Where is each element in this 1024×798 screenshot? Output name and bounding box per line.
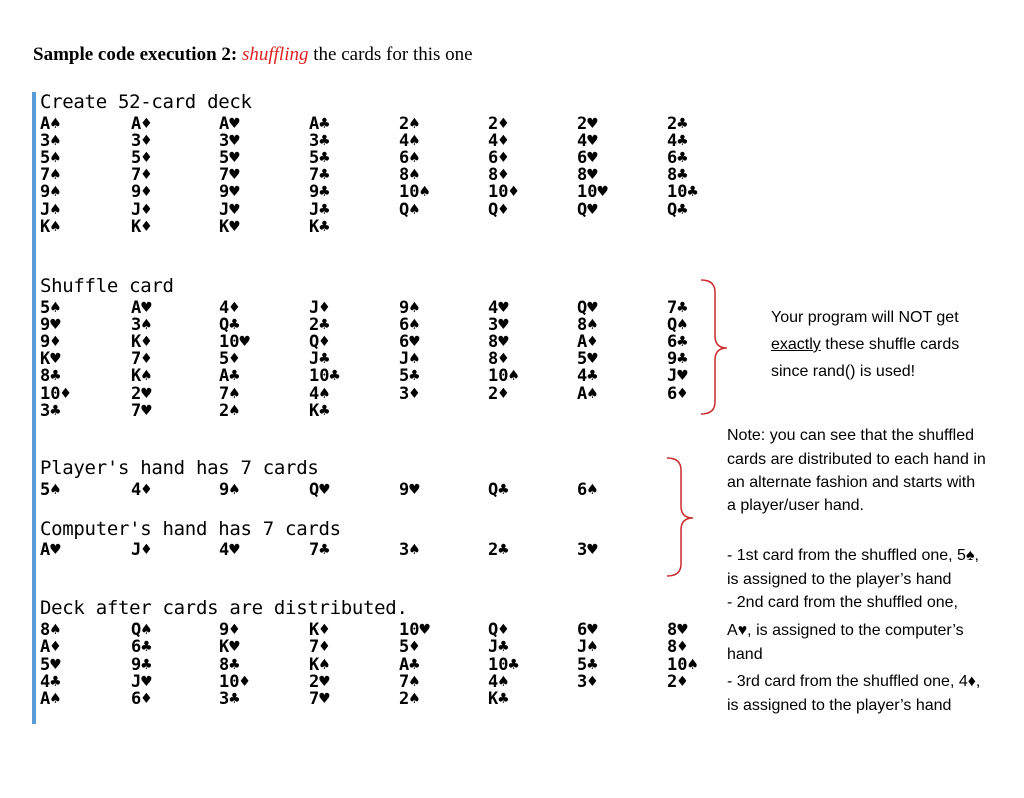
card-cell: 9♣ (667, 349, 688, 370)
card-cell: 4♠ (399, 131, 420, 152)
card-cell: 7♣ (309, 540, 330, 560)
card-cell: 2♥ (309, 671, 330, 692)
card-cell: 10♠ (399, 182, 430, 203)
card-cell: Q♥ (577, 298, 598, 318)
card-cell: 9♥ (219, 182, 240, 203)
card-cell: J♣ (309, 199, 330, 220)
section-title: Player's hand has 7 cards (40, 457, 319, 479)
distribution-note-line: a player/user hand. (727, 497, 864, 514)
card-cell: 8♣ (40, 366, 61, 387)
card-cell: 9♦ (219, 620, 240, 640)
card-cell: Q♦ (488, 199, 509, 220)
card-cell: J♥ (131, 671, 152, 692)
card-cell: 7♦ (131, 349, 152, 370)
card-cell: 8♣ (219, 654, 240, 675)
card-cell: 9♠ (40, 182, 61, 203)
card-cell: 9♦ (40, 332, 61, 353)
card-cell: A♥ (40, 540, 61, 560)
card-cell: A♦ (577, 332, 598, 353)
card-cell: 10♦ (488, 182, 519, 203)
card-cell: A♦ (40, 637, 61, 658)
card-cell: 10♣ (667, 182, 698, 203)
card-cell: 4♥ (219, 540, 240, 560)
card-cell: 9♣ (309, 182, 330, 203)
heading-label: Sample code execution 2: (33, 44, 238, 65)
card-cell: 9♦ (131, 182, 152, 203)
card-cell: 2♣ (488, 540, 509, 560)
card-cell: Q♦ (488, 620, 509, 640)
card-cell: 3♠ (131, 315, 152, 336)
shuffle-note-line1: Your program will NOT get (771, 309, 959, 326)
console-output (32, 92, 716, 724)
card-cell: 9♠ (219, 480, 240, 500)
card-cell: J♥ (219, 199, 240, 220)
card-cell: K♦ (131, 216, 152, 237)
card-cell: K♣ (309, 216, 330, 237)
card-cell: 8♦ (488, 349, 509, 370)
card-cell: 8♥ (667, 620, 688, 640)
card-cell: J♦ (309, 298, 330, 318)
card-cell: 8♦ (488, 165, 509, 186)
card-cell: 5♣ (309, 148, 330, 169)
card-cell: 3♠ (399, 540, 420, 560)
card-cell: 4♥ (488, 298, 509, 318)
card-cell: 9♥ (40, 315, 61, 336)
card-cell: K♠ (131, 366, 152, 387)
card-cell: 4♣ (667, 131, 688, 152)
card-cell: J♣ (309, 349, 330, 370)
card-cell: 9♥ (399, 480, 420, 500)
distribution-note-line: is assigned to the player’s hand (727, 571, 952, 588)
card-cell: 6♦ (131, 689, 152, 710)
card-cell: A♥ (219, 114, 240, 134)
card-cell: 8♠ (40, 620, 61, 640)
card-cell: K♥ (40, 349, 61, 370)
distribution-note-line: A♥, is assigned to the computer’s (727, 622, 964, 639)
distribution-note-line: an alternate fashion and starts with (727, 474, 976, 491)
card-cell: 2♥ (131, 383, 152, 404)
card-cell: Q♥ (577, 199, 598, 220)
card-cell: 4♦ (488, 131, 509, 152)
card-cell: 4♣ (577, 366, 598, 387)
card-cell: 3♥ (488, 315, 509, 336)
card-cell: K♠ (40, 216, 61, 237)
card-cell: 3♣ (219, 689, 240, 710)
card-cell: K♥ (219, 216, 240, 237)
card-cell: 6♣ (131, 637, 152, 658)
card-cell: Q♣ (219, 315, 240, 336)
card-cell: 8♣ (667, 165, 688, 186)
card-cell: 6♠ (577, 480, 598, 500)
card-cell: A♣ (309, 114, 330, 134)
shuffle-brace (695, 278, 755, 418)
card-cell: 7♦ (309, 637, 330, 658)
card-cell: J♠ (399, 349, 420, 370)
card-cell: J♦ (131, 199, 152, 220)
card-cell: 5♦ (131, 148, 152, 169)
card-cell: 5♦ (399, 637, 420, 658)
card-cell: K♣ (488, 689, 509, 710)
card-cell: J♦ (131, 540, 152, 560)
card-cell: 3♦ (577, 671, 598, 692)
card-cell: 7♥ (309, 689, 330, 710)
card-cell: 7♠ (219, 383, 240, 404)
distribution-note-line: hand (727, 646, 763, 663)
heading-emphasis: shuffling (241, 44, 309, 65)
page-heading (33, 44, 473, 66)
card-cell: Q♥ (309, 480, 330, 500)
card-cell: 6♦ (667, 383, 688, 404)
card-cell: 10♠ (488, 366, 519, 387)
card-cell: 3♣ (40, 400, 61, 421)
shuffle-note-underlined: exactly (771, 336, 821, 353)
card-cell: 4♠ (309, 383, 330, 404)
card-cell: 6♥ (577, 148, 598, 169)
card-cell: 8♠ (399, 165, 420, 186)
card-cell: J♠ (577, 637, 598, 658)
heading-rest: the cards for this one (313, 44, 473, 65)
section-title: Deck after cards are distributed. (40, 597, 408, 619)
card-cell: Q♠ (131, 620, 152, 640)
card-cell: J♠ (40, 199, 61, 220)
card-cell: 8♦ (667, 637, 688, 658)
card-cell: A♥ (131, 298, 152, 318)
card-cell: 5♣ (577, 654, 598, 675)
card-cell: Q♣ (667, 199, 688, 220)
card-cell: 3♦ (399, 383, 420, 404)
card-cell: 6♦ (488, 148, 509, 169)
card-cell: A♣ (219, 366, 240, 387)
card-cell: 10♦ (219, 671, 250, 692)
card-cell: 6♠ (399, 315, 420, 336)
card-cell: J♣ (488, 637, 509, 658)
card-cell: K♦ (309, 620, 330, 640)
card-cell: 2♠ (399, 114, 420, 134)
card-cell: 2♥ (577, 114, 598, 134)
card-cell: K♣ (309, 400, 330, 421)
card-cell: 5♥ (577, 349, 598, 370)
card-cell: 5♣ (399, 366, 420, 387)
distribution-note-line: - 1st card from the shuffled one, 5♠, (727, 547, 979, 564)
distribution-note-line: - 3rd card from the shuffled one, 4♦, (727, 673, 981, 690)
card-cell: 6♣ (667, 332, 688, 353)
card-cell: A♠ (577, 383, 598, 404)
card-cell: 4♦ (131, 480, 152, 500)
card-cell: K♥ (219, 637, 240, 658)
card-cell: 7♥ (131, 400, 152, 421)
card-cell: J♥ (667, 366, 688, 387)
card-cell: 10♥ (399, 620, 430, 640)
card-cell: 8♥ (488, 332, 509, 353)
shuffle-note-line2-rest: these shuffle cards (820, 336, 960, 353)
card-cell: 4♠ (488, 671, 509, 692)
card-cell: 7♦ (131, 165, 152, 186)
shuffle-note-line3: since rand() is used! (771, 363, 916, 380)
card-cell: 5♦ (219, 349, 240, 370)
card-cell: 2♠ (219, 400, 240, 421)
card-cell: 4♣ (40, 671, 61, 692)
card-cell: 10♥ (219, 332, 250, 353)
distribution-note-line: cards are distributed to each hand in (727, 451, 986, 468)
card-cell: 3♣ (309, 131, 330, 152)
card-cell: 5♥ (40, 654, 61, 675)
card-cell: 5♠ (40, 148, 61, 169)
section-title: Shuffle card (40, 275, 174, 297)
card-cell: A♦ (131, 114, 152, 134)
card-cell: 2♦ (488, 114, 509, 134)
card-cell: 3♥ (577, 540, 598, 560)
card-cell: A♣ (399, 654, 420, 675)
distribution-note-line: is assigned to the player’s hand (727, 697, 952, 714)
section-title: Create 52-card deck (40, 91, 252, 113)
card-cell: 2♦ (667, 671, 688, 692)
card-cell: 6♥ (577, 620, 598, 640)
card-cell: 2♠ (399, 689, 420, 710)
card-cell: Q♠ (399, 199, 420, 220)
card-cell: 4♦ (219, 298, 240, 318)
card-cell: 10♥ (577, 182, 608, 203)
card-cell: A♠ (40, 114, 61, 134)
section-title: Computer's hand has 7 cards (40, 518, 341, 540)
card-cell: 6♠ (399, 148, 420, 169)
card-cell: 9♣ (131, 654, 152, 675)
distribution-note-line: Note: you can see that the shuffled (727, 427, 974, 444)
hands-brace (665, 456, 725, 586)
card-cell: 3♦ (131, 131, 152, 152)
card-cell: Q♠ (667, 315, 688, 336)
card-cell: 6♣ (667, 148, 688, 169)
card-cell: 5♠ (40, 480, 61, 500)
card-cell: 7♣ (309, 165, 330, 186)
card-cell: 3♥ (219, 131, 240, 152)
card-cell: 7♣ (667, 298, 688, 318)
card-cell: 7♠ (399, 671, 420, 692)
card-cell: 10♣ (309, 366, 340, 387)
card-cell: 7♠ (40, 165, 61, 186)
card-cell: Q♦ (309, 332, 330, 353)
card-cell: Q♣ (488, 480, 509, 500)
card-cell: 2♦ (488, 383, 509, 404)
card-cell: 3♠ (40, 131, 61, 152)
distribution-note-line: - 2nd card from the shuffled one, (727, 594, 958, 611)
card-cell: 2♣ (309, 315, 330, 336)
card-cell: 7♥ (219, 165, 240, 186)
card-cell: 4♥ (577, 131, 598, 152)
card-cell: 5♠ (40, 298, 61, 318)
card-cell: K♦ (131, 332, 152, 353)
card-cell: 9♠ (399, 298, 420, 318)
card-cell: 2♣ (667, 114, 688, 134)
card-cell: 10♦ (40, 383, 71, 404)
card-cell: K♠ (309, 654, 330, 675)
card-cell: 6♥ (399, 332, 420, 353)
card-cell: 5♥ (219, 148, 240, 169)
shuffle-note-line2 (771, 336, 959, 354)
card-cell: A♠ (40, 689, 61, 710)
card-cell: 10♠ (667, 654, 698, 675)
card-cell: 8♥ (577, 165, 598, 186)
card-cell: 8♠ (577, 315, 598, 336)
card-cell: 10♣ (488, 654, 519, 675)
